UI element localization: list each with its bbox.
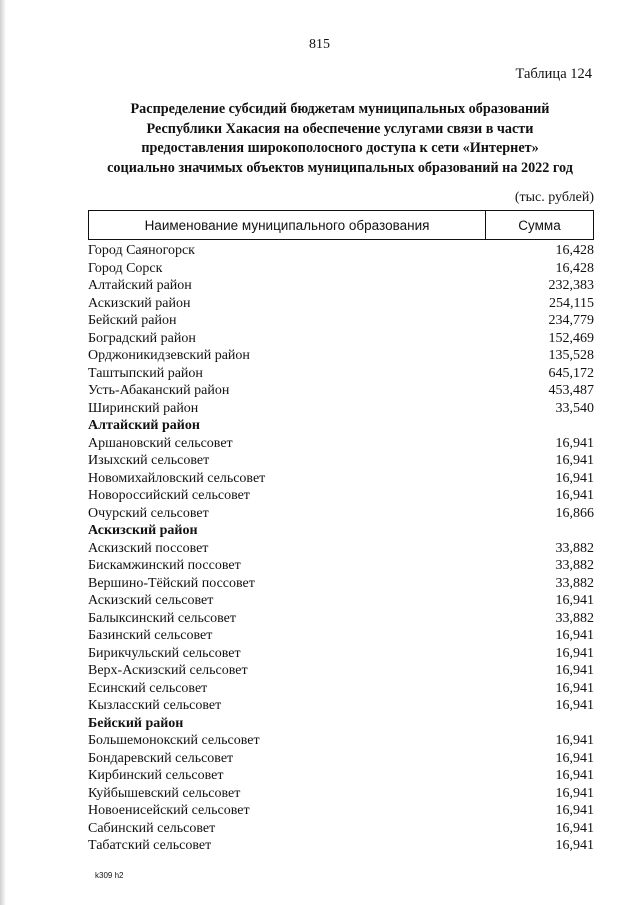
row-name: Большемонокский сельсовет	[88, 733, 260, 748]
row-value: 16,941	[555, 680, 594, 696]
column-header-sum: Сумма	[518, 217, 561, 233]
row-name: Кирбинский сельсовет	[88, 768, 224, 783]
row-name: Вершино-Тёйский поссовет	[88, 575, 255, 591]
row-value: 16,941	[555, 698, 594, 713]
row-value: 645,172	[548, 365, 594, 381]
row-name: Ширинский район	[88, 400, 199, 416]
row-value: 232,383	[548, 278, 594, 293]
row-name: Кызласский сельсовет	[88, 698, 222, 713]
row-value: 152,469	[548, 330, 594, 346]
column-header-name: Наименование муниципального образования	[89, 211, 486, 239]
table-row	[88, 347, 594, 365]
section-heading-row	[88, 522, 594, 540]
row-value: 33,540	[555, 400, 594, 416]
row-value: 16,941	[555, 785, 594, 801]
row-name: Новомихайловский сельсовет	[88, 470, 266, 486]
table-row	[88, 452, 594, 470]
row-name: Аскизский сельсовет	[88, 593, 214, 608]
scan-edge-shadow	[0, 0, 6, 905]
section-heading-row	[88, 417, 594, 435]
table-row	[88, 575, 594, 593]
row-value: 234,779	[548, 313, 594, 328]
row-value: 16,941	[555, 453, 594, 468]
row-value: 33,882	[555, 610, 594, 626]
section-heading: Аскизский район	[88, 523, 198, 538]
title-line: Республики Хакасия на обеспечение услугами связи в части	[146, 120, 534, 137]
row-value: 33,882	[555, 540, 594, 556]
table-row	[88, 750, 594, 768]
table-body	[88, 242, 594, 855]
table-row	[88, 802, 594, 820]
row-value: 135,528	[548, 348, 594, 363]
page-number: 815	[309, 37, 330, 52]
table-row	[88, 470, 594, 488]
table-row	[88, 557, 594, 575]
row-name: Таштыпский район	[88, 365, 203, 381]
row-name: Балыксинский сельсовет	[88, 610, 236, 626]
row-value: 16,941	[555, 435, 594, 451]
row-name: Город Саяногорск	[88, 243, 195, 258]
row-name: Аршановский сельсовет	[88, 435, 233, 451]
row-value: 453,487	[548, 383, 594, 398]
row-value: 16,941	[555, 768, 594, 783]
table-row	[88, 767, 594, 785]
table-row	[88, 260, 594, 278]
row-name: Бирикчульский сельсовет	[88, 645, 241, 661]
footer-code: k309 h2	[95, 871, 124, 880]
row-value: 16,941	[555, 820, 594, 836]
table-row	[88, 382, 594, 400]
table-row	[88, 295, 594, 313]
row-name: Боградский район	[88, 330, 196, 346]
table-row	[88, 365, 594, 383]
document-title	[80, 100, 600, 178]
row-value: 16,941	[555, 593, 594, 608]
units-label: (тыс. рублей)	[514, 190, 594, 205]
row-name: Новороссийский сельсовет	[88, 488, 250, 503]
row-name: Очурский сельсовет	[88, 505, 209, 521]
table-row	[88, 400, 594, 418]
table-row	[88, 592, 594, 610]
row-value: 16,941	[555, 663, 594, 678]
row-value: 16,941	[555, 803, 594, 818]
row-name: Базинский сельсовет	[88, 628, 213, 643]
row-name: Бискамжинский поссовет	[88, 558, 241, 573]
row-value: 16,428	[555, 243, 594, 258]
row-name: Бондаревский сельсовет	[88, 750, 234, 766]
row-name: Алтайский район	[88, 278, 192, 293]
table-row	[88, 697, 594, 715]
row-name: Есинский сельсовет	[88, 680, 208, 696]
row-name: Бейский район	[88, 313, 177, 328]
row-value: 16,941	[555, 750, 594, 766]
table-row	[88, 837, 594, 855]
row-value: 254,115	[549, 295, 594, 311]
section-heading: Бейский район	[88, 715, 184, 731]
row-name: Усть-Абаканский район	[88, 383, 230, 398]
row-name: Город Сорск	[88, 260, 163, 276]
title-line: социально значимых объектов муниципальных образований на 2022 год	[107, 159, 573, 176]
row-value: 16,941	[555, 838, 594, 853]
row-name: Куйбышевский сельсовет	[88, 785, 241, 801]
table-row	[88, 680, 594, 698]
table-row	[88, 645, 594, 663]
row-name: Аскизский поссовет	[88, 540, 209, 556]
row-value: 16,428	[555, 260, 594, 276]
table-row	[88, 627, 594, 645]
row-name: Верх-Аскизский сельсовет	[88, 663, 248, 678]
table-row	[88, 820, 594, 838]
section-heading-row	[88, 715, 594, 733]
table-row	[88, 662, 594, 680]
table-header	[88, 210, 594, 240]
row-value: 16,941	[555, 628, 594, 643]
title-line: Распределение субсидий бюджетам муниципальных образований	[130, 101, 550, 117]
table-row	[88, 505, 594, 523]
table-row	[88, 277, 594, 295]
table-row	[88, 312, 594, 330]
row-name: Изыхский сельсовет	[88, 453, 210, 468]
row-name: Табатский сельсовет	[88, 838, 212, 853]
table-row	[88, 330, 594, 348]
table-row	[88, 540, 594, 558]
row-value: 16,941	[555, 470, 594, 486]
row-value: 16,866	[555, 505, 594, 521]
title-line: предоставления широкополосного доступа к сети «Интернет»	[141, 140, 539, 156]
row-value: 33,882	[555, 558, 594, 573]
table-number: Таблица 124	[515, 66, 592, 82]
table-row	[88, 610, 594, 628]
section-heading: Алтайский район	[88, 418, 200, 433]
row-value: 33,882	[555, 575, 594, 591]
table-row	[88, 435, 594, 453]
row-name: Новоенисейский сельсовет	[88, 803, 250, 818]
table-row	[88, 487, 594, 505]
row-value: 16,941	[555, 733, 594, 748]
row-value: 16,941	[555, 488, 594, 503]
table-row	[88, 732, 594, 750]
row-name: Сабинский сельсовет	[88, 820, 216, 836]
table-row	[88, 785, 594, 803]
row-value: 16,941	[555, 645, 594, 661]
table-row	[88, 242, 594, 260]
row-name: Орджоникидзевский район	[88, 348, 250, 363]
row-name: Аскизский район	[88, 295, 191, 311]
